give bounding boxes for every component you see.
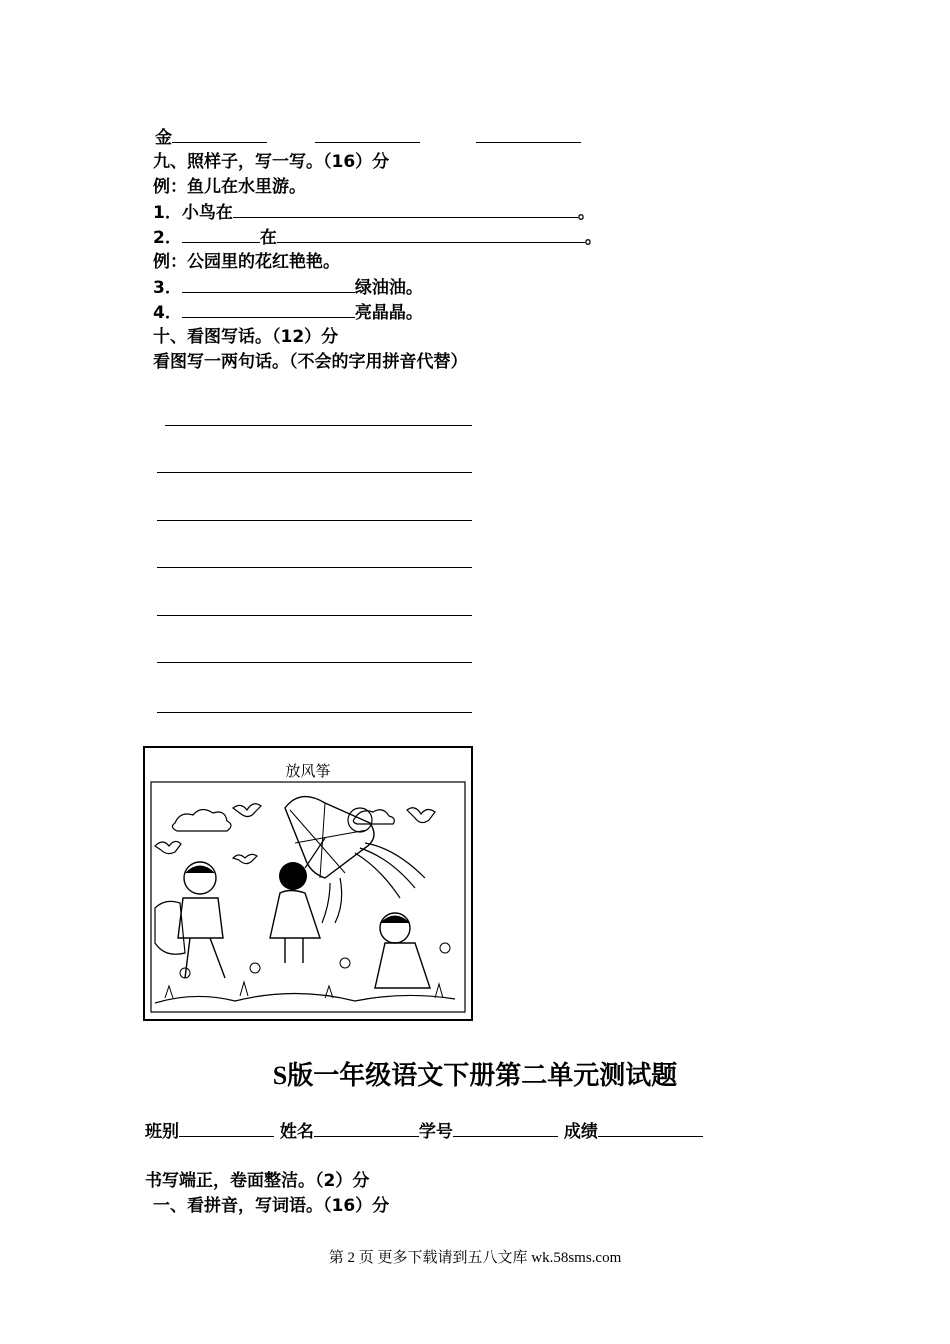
name-label: 姓名: [279, 1122, 314, 1142]
writing-line[interactable]: [157, 567, 472, 568]
name-field[interactable]: [314, 1120, 419, 1137]
item-prompt: 在: [259, 228, 277, 248]
test-title: S版一年级语文下册第二单元测试题: [272, 1061, 678, 1090]
item-end: 。: [584, 228, 602, 248]
q9-item1: [153, 201, 595, 224]
q10-instruction: 看图写一两句话。（不会的字用拼音代替）: [153, 352, 468, 372]
q9-heading: 九、照样子，写一写。（16）分: [153, 152, 390, 172]
item-end: 。: [577, 203, 595, 223]
item-number: 1．: [153, 203, 182, 223]
q8-row: [155, 126, 581, 149]
writing-line[interactable]: [165, 425, 472, 426]
student-info-row: [145, 1120, 703, 1143]
answer-blank[interactable]: [172, 126, 267, 143]
page-footer: 第 2 页 更多下载请到五八文库 wk.58sms.com: [328, 1250, 622, 1266]
item-prompt: 小鸟在: [181, 203, 233, 223]
q9-example2: 例：公园里的花红艳艳。: [153, 252, 340, 272]
answer-blank[interactable]: [476, 126, 581, 143]
writing-line[interactable]: [157, 520, 472, 521]
q1-heading: 一、看拼音，写词语。（16）分: [153, 1196, 390, 1216]
picture-title: 放风筝: [285, 762, 331, 780]
kite-illustration: [145, 748, 471, 1019]
q9-item4: [153, 301, 423, 324]
q9-item2: [153, 226, 602, 249]
answer-blank[interactable]: [315, 126, 420, 143]
answer-blank[interactable]: [182, 301, 355, 318]
writing-line[interactable]: [157, 472, 472, 473]
answer-blank[interactable]: [233, 201, 578, 218]
neatness-note: 书写端正，卷面整洁。（2）分: [145, 1171, 370, 1191]
q9-item3: [153, 276, 423, 299]
writing-line[interactable]: [157, 615, 472, 616]
item-number: 4．: [153, 303, 182, 323]
number-field[interactable]: [453, 1120, 558, 1137]
q8-char: 金: [155, 128, 172, 148]
answer-blank[interactable]: [277, 226, 585, 243]
answer-blank[interactable]: [182, 226, 260, 243]
q10-heading: 十、看图写话。（12）分: [153, 327, 339, 347]
item-end: 亮晶晶。: [354, 303, 423, 323]
item-end: 绿油油。: [354, 278, 423, 298]
answer-blank[interactable]: [182, 276, 355, 293]
number-label: 学号: [418, 1122, 453, 1142]
item-number: 2．: [153, 228, 182, 248]
writing-line[interactable]: [157, 662, 472, 663]
class-label: 班别: [145, 1122, 179, 1142]
item-number: 3．: [153, 278, 182, 298]
score-label: 成绩: [563, 1122, 598, 1142]
kite-flying-picture: [143, 746, 473, 1021]
score-field[interactable]: [598, 1120, 703, 1137]
q9-example1: 例：鱼儿在水里游。: [153, 177, 306, 197]
writing-line[interactable]: [157, 712, 472, 713]
class-field[interactable]: [179, 1120, 274, 1137]
